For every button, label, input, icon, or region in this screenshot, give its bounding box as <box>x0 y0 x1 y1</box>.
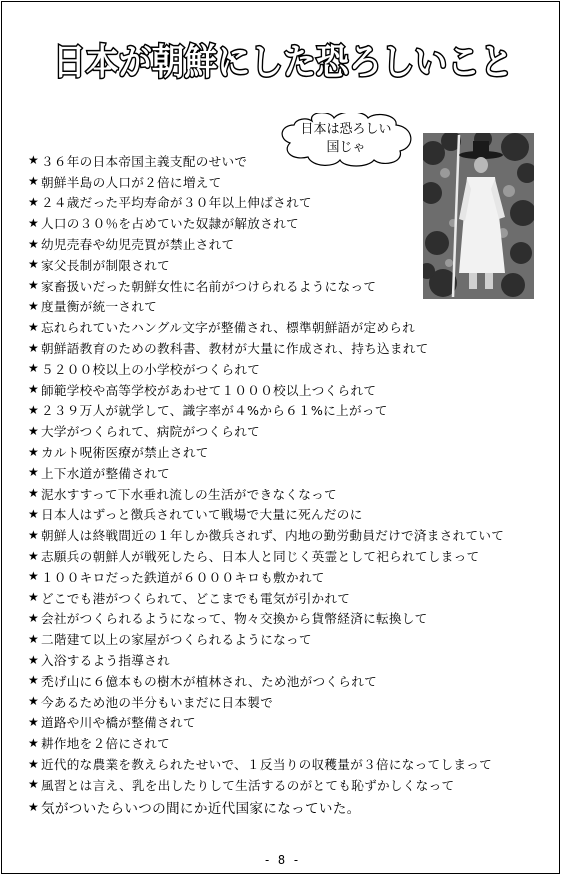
star-bullet-icon: ★ <box>28 735 40 750</box>
list-item-text: 師範学校や高等学校があわせて１０００校以上つくられて <box>41 382 377 398</box>
list-item-text: ３６年の日本帝国主義支配のせいで <box>41 153 248 169</box>
list-item-text: 禿げ山に６億本もの樹木が植林され、ため池がつくられて <box>41 673 377 689</box>
page-title <box>48 30 518 90</box>
star-bullet-icon: ★ <box>28 631 40 646</box>
list-item-text: 今あるため池の半分もいまだに日本製で <box>41 694 274 710</box>
title-text: 日本が朝鮮にした恐ろしいこと <box>53 42 513 83</box>
list-item <box>28 296 548 317</box>
list-item <box>28 441 548 462</box>
list-item-text: 近代的な農業を教えられたせいで、１反当りの収穫量が３倍になってしまって <box>41 757 493 772</box>
list-item <box>28 774 548 795</box>
list-item-text: 会社がつくられるようになって、物々交換から貨幣経済に転換して <box>41 611 428 627</box>
star-bullet-icon: ★ <box>28 444 40 459</box>
star-bullet-icon: ★ <box>28 194 40 209</box>
title-outlined-text <box>48 30 518 90</box>
list-item-text: どこでも港がつくられて、どこまでも電気が引かれて <box>41 590 351 606</box>
list-item-text: 忘れられていたハングル文字が整備され、標準朝鮮語が定められ <box>41 320 416 336</box>
list-item-text: ５２００校以上の小学校がつくられて <box>41 361 261 377</box>
star-bullet-icon: ★ <box>28 486 40 501</box>
list-item-text: 朝鮮人は終戦間近の１年しか徴兵されず、内地の勤労動員だけで済まされていて <box>41 528 505 544</box>
list-item <box>28 628 548 649</box>
list-item-text: 風習とは言え、乳を出したりして生活するのがとても恥ずかしくなって <box>41 777 455 793</box>
list-item-text: 家畜扱いだった朝鮮女性に名前がつけられるようになって <box>41 278 377 294</box>
page-number: - 8 - <box>263 853 300 867</box>
star-bullet-icon: ★ <box>28 382 40 397</box>
list-item-text: 上下水道が整備されて <box>41 465 170 481</box>
list-item <box>28 316 548 337</box>
list-item-text: 泥水すすって下水垂れ流しの生活ができなくなって <box>41 486 337 502</box>
list-item-text: 朝鮮半島の人口が２倍に増えて <box>41 174 222 190</box>
list-item-text: ２４歳だった平均寿命が３０年以上伸ばされて <box>41 195 312 211</box>
list-item-text: 家父長制が制限されて <box>41 257 170 273</box>
list-item-text: 日本人はずっと徴兵されていて戦場で大量に死んだのに <box>41 507 363 523</box>
list-item <box>28 171 548 192</box>
star-bullet-icon: ★ <box>28 673 40 688</box>
list-item-text: 朝鮮語教育のための教科書、教材が大量に作成され、持ち込まれて <box>41 341 429 357</box>
list-item-text: カルト呪術医療が禁止されて <box>41 445 209 461</box>
star-bullet-icon: ★ <box>28 694 40 709</box>
star-bullet-icon: ★ <box>28 402 40 417</box>
list-item <box>28 504 548 525</box>
list-item <box>28 400 548 421</box>
list-item-text: ２３９万人が就学して、識字率が４%から６１%に上がって <box>41 403 388 419</box>
star-bullet-icon: ★ <box>28 319 40 334</box>
star-bullet-icon: ★ <box>28 756 40 771</box>
star-bullet-icon: ★ <box>28 799 40 814</box>
list-item-text: 道路や川や橋が整備されて <box>41 715 196 731</box>
list-item <box>28 420 548 441</box>
list-item <box>28 379 548 400</box>
star-bullet-icon: ★ <box>28 590 40 605</box>
list-item <box>28 254 548 275</box>
star-bullet-icon: ★ <box>28 610 40 625</box>
list-item-text: 人口の３０％を占めていた奴隷が解放されて <box>41 216 299 232</box>
star-bullet-icon: ★ <box>28 215 40 230</box>
star-bullet-icon: ★ <box>28 278 40 293</box>
achievements-list <box>28 150 548 819</box>
star-bullet-icon: ★ <box>28 777 40 792</box>
list-item <box>28 649 548 670</box>
list-item-text: 幼児売春や幼児売買が禁止されて <box>41 237 235 253</box>
list-item <box>28 587 548 608</box>
list-item <box>28 358 548 379</box>
star-bullet-icon: ★ <box>28 361 40 376</box>
speech-line-2: 国じゃ <box>326 140 366 155</box>
star-bullet-icon: ★ <box>28 236 40 251</box>
star-bullet-icon: ★ <box>28 465 40 480</box>
star-bullet-icon: ★ <box>28 257 40 272</box>
list-item <box>28 753 548 774</box>
list-item <box>28 795 548 819</box>
speech-line-1: 日本は恐ろしい <box>300 122 392 137</box>
star-bullet-icon: ★ <box>28 340 40 355</box>
list-item <box>28 608 548 629</box>
list-item <box>28 691 548 712</box>
list-item <box>28 212 548 233</box>
list-item <box>28 275 548 296</box>
star-bullet-icon: ★ <box>28 298 40 313</box>
list-item-text: 気がついたらいつの間にか近代国家になっていた。 <box>41 800 361 817</box>
list-item-text: 二階建て以上の家屋がつくられるようになって <box>41 632 312 648</box>
list-item-text: 耕作地を２倍にされて <box>41 736 170 752</box>
list-item <box>28 670 548 691</box>
star-bullet-icon: ★ <box>28 548 40 563</box>
list-item-text: 大学がつくられて、病院がつくられて <box>41 424 260 440</box>
list-item-text: 度量衡が統一されて <box>41 299 158 315</box>
list-item <box>28 545 548 566</box>
list-item <box>28 337 548 358</box>
list-item-text: 志願兵の朝鮮人が戦死したら、日本人と同じく英霊として祀られてしまって <box>41 549 480 565</box>
star-bullet-icon: ★ <box>28 153 40 168</box>
list-item <box>28 524 548 545</box>
list-item <box>28 566 548 587</box>
list-item <box>28 462 548 483</box>
star-bullet-icon: ★ <box>28 174 40 189</box>
star-bullet-icon: ★ <box>28 506 40 521</box>
star-bullet-icon: ★ <box>28 714 40 729</box>
list-item <box>28 712 548 733</box>
star-bullet-icon: ★ <box>28 527 40 542</box>
list-item <box>28 150 548 171</box>
star-bullet-icon: ★ <box>28 569 40 584</box>
star-bullet-icon: ★ <box>28 652 40 667</box>
list-item-text: １００キロだった鉄道が６０００キロも敷かれて <box>41 569 325 585</box>
list-item-text: 入浴するよう指導され <box>41 653 170 669</box>
list-item <box>28 483 548 504</box>
list-item <box>28 233 548 254</box>
star-bullet-icon: ★ <box>28 423 40 438</box>
list-item <box>28 732 548 753</box>
list-item <box>28 192 548 213</box>
